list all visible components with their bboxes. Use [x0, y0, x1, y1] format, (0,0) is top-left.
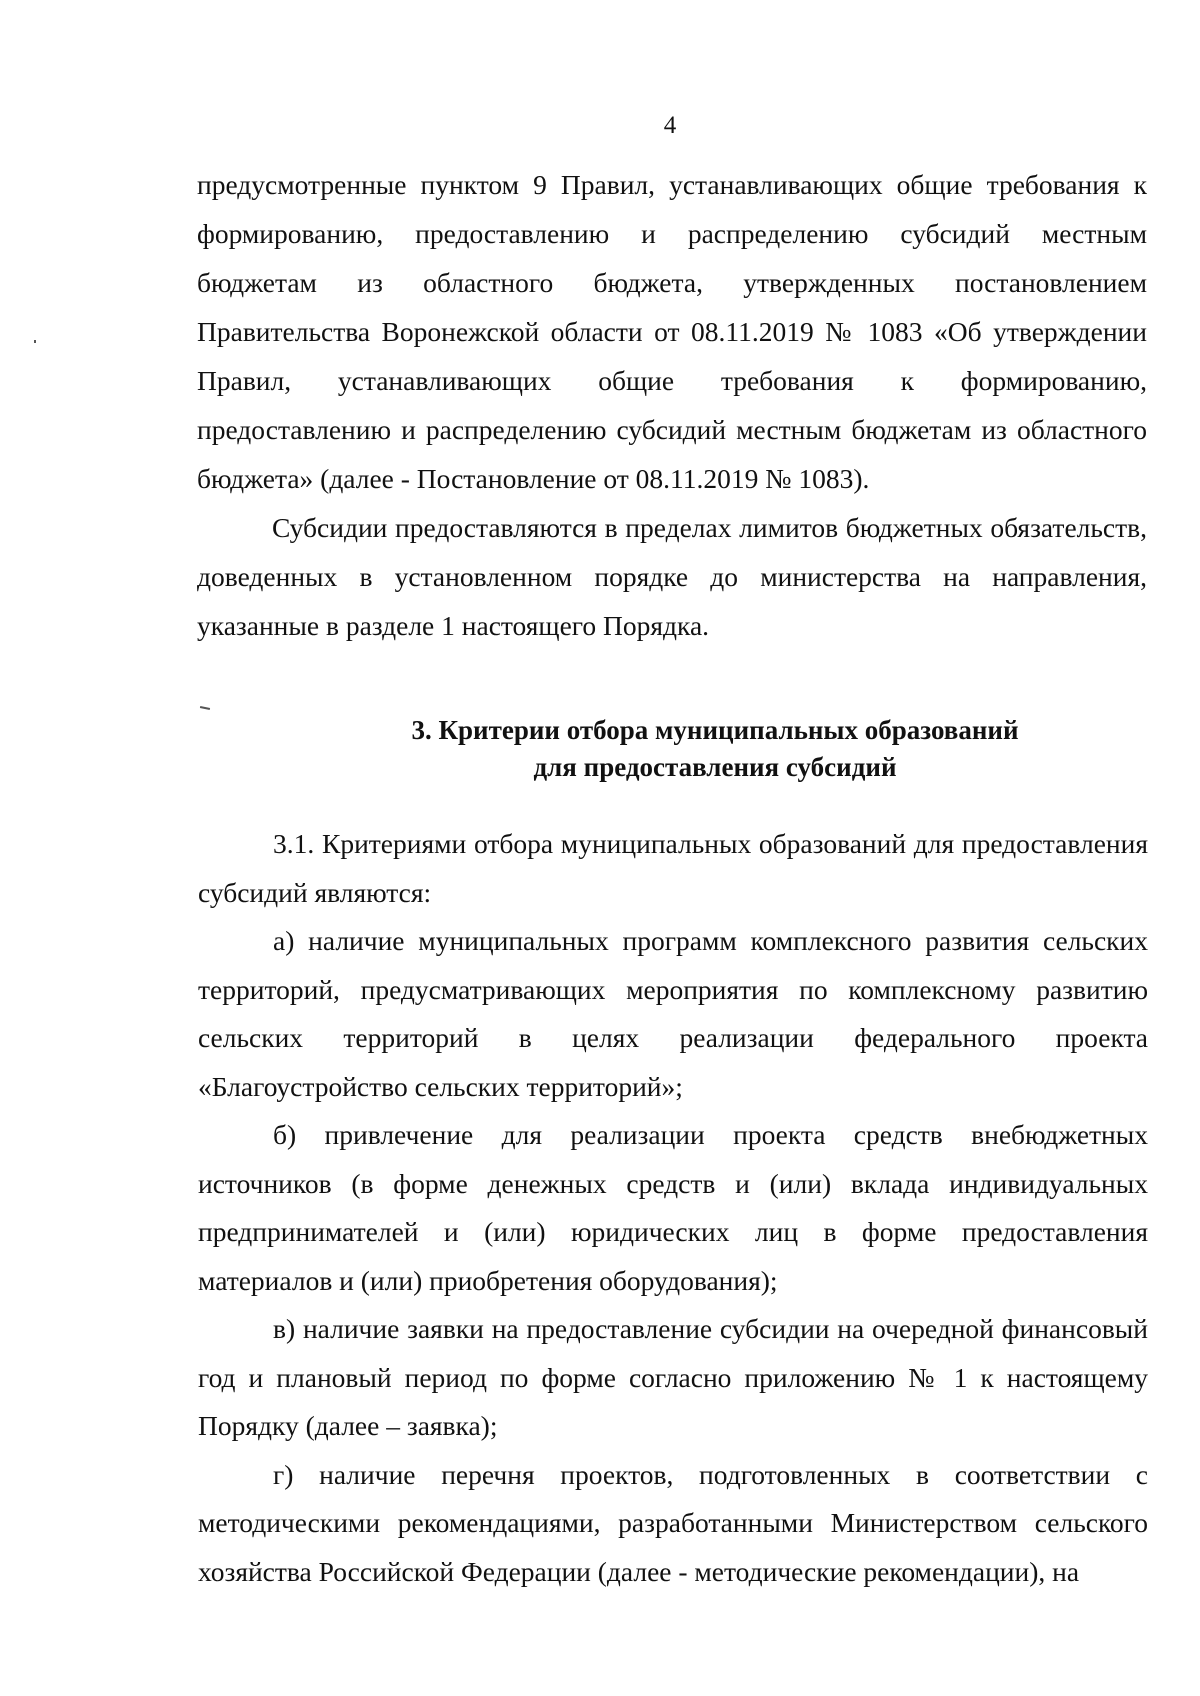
paragraph-subsidies-limits: Субсидии предоставляются в пределах лимитов бюджетных обязательств, доведенных в установленном порядке до министерства на направления, указанные в разделе 1 настоящего Порядка.	[197, 512, 1147, 641]
section-heading-line-2: для предоставления субсидий	[533, 752, 897, 782]
body-text-criteria	[198, 820, 1148, 1596]
clause-3-1: 3.1. Критериями отбора муниципальных образований для предоставления субсидий являются:	[198, 828, 1148, 908]
body-text-top	[197, 160, 1147, 650]
criteria-item-g: г) наличие перечня проектов, подготовленных в соответствии с методическими рекомендациями, разработанными Министерством сельского хозяйства Российской Федерации (далее - методические рекомендации), на	[198, 1458, 1148, 1587]
criteria-item-v: в) наличие заявки на предоставление субсидии на очередной финансовый год и плановый период по форме согласно приложению № 1 к настоящему Порядку (далее – заявка);	[198, 1313, 1148, 1441]
criteria-item-b: б) привлечение для реализации проекта средств внебюджетных источников (в форме денежных средств и (или) вклада индивидуальных предпринимателей и (или) юридических лиц в форме предоставления материалов и (или) приобретения оборудования);	[198, 1119, 1148, 1296]
criteria-item-a: а) наличие муниципальных программ комплексного развития сельских территорий, предусматривающих мероприятия по комплексному развитию сельских территорий в целях реализации федерального проекта «Благоустройство сельских территорий»;	[198, 925, 1148, 1102]
page-number: 4	[663, 112, 677, 139]
section-heading	[197, 712, 1200, 786]
scan-speck	[34, 340, 36, 343]
section-heading-line-1: 3. Критерии отбора муниципальных образований	[411, 715, 1019, 745]
scan-speck	[200, 706, 210, 710]
paragraph-continuation: предусмотренные пунктом 9 Правил, устанавливающих общие требования к формированию, предоставлению и распределению субсидий местным бюджетам из областного бюджета, утвержденных постановлением Правительства Воронежской области от 08.11.2019 № 1083 «Об утверждении Правил, устанавливающих общие требования к формированию, предоставлению и распределению субсидий местным бюджетам из областного бюджета» (далее - Постановление от 08.11.2019 № 1083).	[197, 169, 1147, 494]
